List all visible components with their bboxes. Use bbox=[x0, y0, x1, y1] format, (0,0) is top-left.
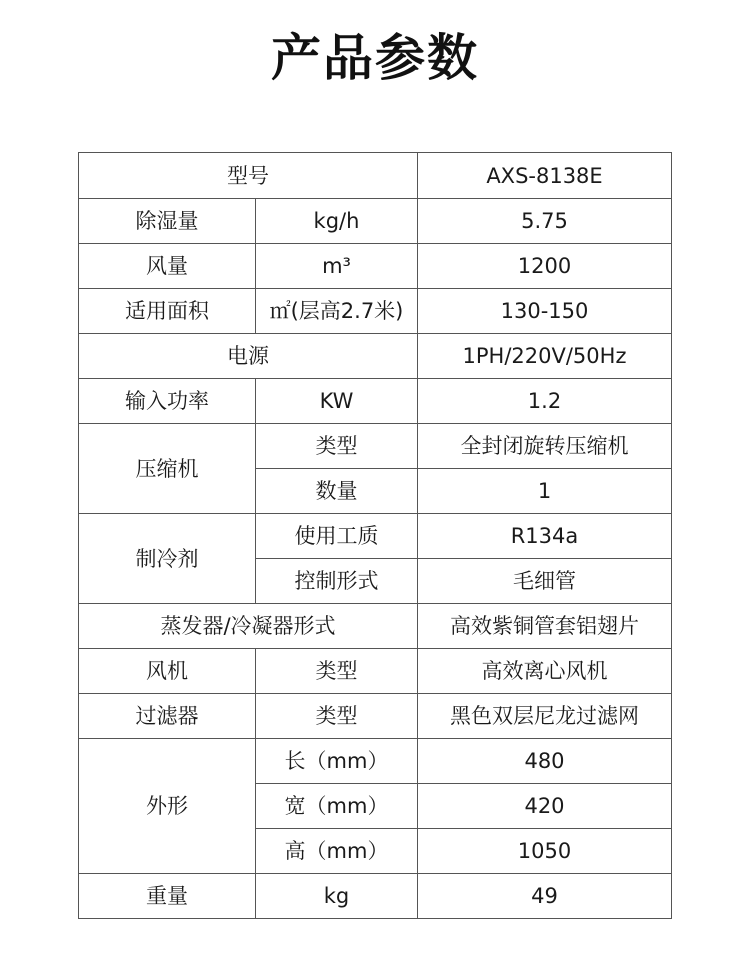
table-row-area bbox=[79, 289, 672, 334]
table-row-weight bbox=[79, 874, 672, 919]
table-row-power-supply bbox=[79, 334, 672, 379]
refrigerant-label: 制冷剂 bbox=[79, 514, 256, 604]
compressor-label: 压缩机 bbox=[79, 424, 256, 514]
table-row-model bbox=[79, 153, 672, 199]
refrigerant-control-label: 控制形式 bbox=[256, 559, 418, 604]
table-row-compressor-type bbox=[79, 424, 672, 469]
height-value: 1050 bbox=[418, 829, 672, 874]
table-row-fan bbox=[79, 649, 672, 694]
airflow-value: 1200 bbox=[418, 244, 672, 289]
page-title: 产品参数 bbox=[271, 29, 479, 87]
table-row-filter bbox=[79, 694, 672, 739]
evaporator-label: 蒸发器/冷凝器形式 bbox=[79, 604, 418, 649]
airflow-unit: m³ bbox=[256, 244, 418, 289]
area-label: 适用面积 bbox=[79, 289, 256, 334]
table-row-dimension-length bbox=[79, 739, 672, 784]
dehumidification-unit: kg/h bbox=[256, 199, 418, 244]
power-supply-value: 1PH/220V/50Hz bbox=[418, 334, 672, 379]
filter-value: 黑色双层尼龙过滤网 bbox=[418, 694, 672, 739]
compressor-qty-label: 数量 bbox=[256, 469, 418, 514]
length-label: 长（mm） bbox=[256, 739, 418, 784]
fan-value: 高效离心风机 bbox=[418, 649, 672, 694]
area-unit: ㎡(层高2.7米) bbox=[256, 289, 418, 334]
refrigerant-control-value: 毛细管 bbox=[418, 559, 672, 604]
fan-label: 风机 bbox=[79, 649, 256, 694]
airflow-label: 风量 bbox=[79, 244, 256, 289]
model-label: 型号 bbox=[79, 153, 418, 199]
height-label: 高（mm） bbox=[256, 829, 418, 874]
width-value: 420 bbox=[418, 784, 672, 829]
area-value: 130-150 bbox=[418, 289, 672, 334]
compressor-type-label: 类型 bbox=[256, 424, 418, 469]
compressor-type-value: 全封闭旋转压缩机 bbox=[418, 424, 672, 469]
weight-label: 重量 bbox=[79, 874, 256, 919]
input-power-label: 输入功率 bbox=[79, 379, 256, 424]
dimensions-label: 外形 bbox=[79, 739, 256, 874]
table-row-dehumidification bbox=[79, 199, 672, 244]
filter-type-label: 类型 bbox=[256, 694, 418, 739]
model-value: AXS-8138E bbox=[418, 153, 672, 199]
length-value: 480 bbox=[418, 739, 672, 784]
refrigerant-medium-label: 使用工质 bbox=[256, 514, 418, 559]
filter-label: 过滤器 bbox=[79, 694, 256, 739]
weight-value: 49 bbox=[418, 874, 672, 919]
fan-type-label: 类型 bbox=[256, 649, 418, 694]
table-row-evaporator bbox=[79, 604, 672, 649]
dehumidification-value: 5.75 bbox=[418, 199, 672, 244]
dehumidification-label: 除湿量 bbox=[79, 199, 256, 244]
table-row-input-power bbox=[79, 379, 672, 424]
table-row-airflow bbox=[79, 244, 672, 289]
spec-table bbox=[78, 152, 672, 919]
evaporator-value: 高效紫铜管套铝翅片 bbox=[418, 604, 672, 649]
input-power-unit: KW bbox=[256, 379, 418, 424]
width-label: 宽（mm） bbox=[256, 784, 418, 829]
compressor-qty-value: 1 bbox=[418, 469, 672, 514]
table-row-refrigerant-medium bbox=[79, 514, 672, 559]
weight-unit: kg bbox=[256, 874, 418, 919]
input-power-value: 1.2 bbox=[418, 379, 672, 424]
refrigerant-medium-value: R134a bbox=[418, 514, 672, 559]
power-supply-label: 电源 bbox=[79, 334, 418, 379]
